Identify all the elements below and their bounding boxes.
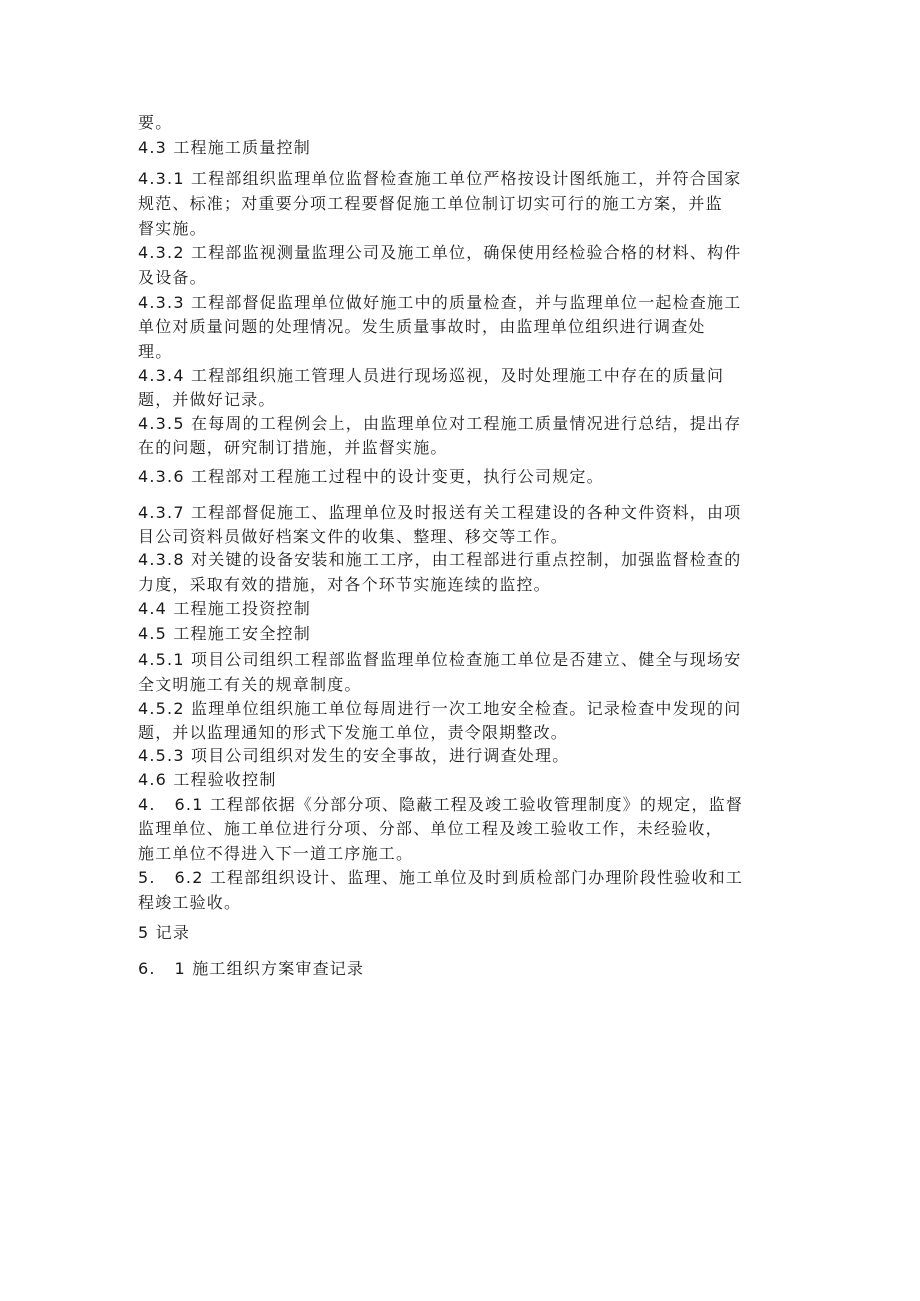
section-heading: 4.6 工程验收控制 — [138, 770, 277, 789]
text-line: 在的问题，研究制订措施，并监督实施。 — [138, 438, 448, 457]
text-line: 力度，采取有效的措施，对各个环节实施连续的监控。 — [138, 575, 551, 594]
section-heading: 4.3 工程施工质量控制 — [138, 138, 311, 157]
text-line: 4.5.2 监理单位组织施工单位每周进行一次工地安全检查。记录检查中发现的问 — [138, 699, 742, 718]
text-line: 4. 6.1 工程部依据《分部分项、隐蔽工程及竣工验收管理制度》的规定，监督 — [138, 795, 744, 814]
text-line: 要。 — [138, 113, 173, 132]
text-line: 4.5.3 项目公司组织对发生的安全事故，进行调查处理。 — [138, 746, 570, 765]
section-heading: 4.5 工程施工安全控制 — [138, 624, 311, 643]
text-line: 题，并以监理通知的形式下发施工单位，责令限期整改。 — [138, 723, 569, 742]
text-line: 4.3.2 工程部监视测量监理公司及施工单位，确保使用经检验合格的材料、构件 — [138, 243, 742, 262]
text-line: 4.3.3 工程部督促监理单位做好施工中的质量检查，并与监理单位一起检查施工 — [138, 293, 742, 312]
text-line: 4.3.1 工程部组织监理单位监督检查施工单位严格按设计图纸施工，并符合国家 — [138, 169, 742, 188]
text-line: 4.5.1 项目公司组织工程部监督监理单位检查施工单位是否建立、健全与现场安 — [138, 650, 742, 669]
text-line: 理。 — [138, 342, 173, 361]
text-line: 4.3.8 对关键的设备安装和施工工序，由工程部进行重点控制，加强监督检查的 — [138, 550, 742, 569]
text-line: 4.3.7 工程部督促施工、监理单位及时报送有关工程建设的各种文件资料，由项 — [138, 503, 742, 522]
text-line: 目公司资料员做好档案文件的收集、整理、移交等工作。 — [138, 527, 569, 546]
text-line: 4.3.4 工程部组织施工管理人员进行现场巡视，及时处理施工中存在的质量问 — [138, 366, 725, 385]
text-line: 4.3.6 工程部对工程施工过程中的设计变更，执行公司规定。 — [138, 467, 604, 486]
text-line: 监理单位、施工单位进行分项、分部、单位工程及竣工验收工作，未经验收， — [138, 819, 723, 838]
text-line: 督实施。 — [138, 219, 207, 238]
text-line: 程竣工验收。 — [138, 893, 242, 912]
section-heading: 5 记录 — [138, 923, 191, 942]
text-line: 单位对质量问题的处理情况。发生质量事故时，由监理单位组织进行调查处 — [138, 317, 706, 336]
text-line: 施工单位不得进入下一道工序施工。 — [138, 844, 414, 863]
section-heading: 4.4 工程施工投资控制 — [138, 599, 311, 618]
text-line: 6. 1 施工组织方案审查记录 — [138, 959, 365, 978]
text-line: 规范、标准；对重要分项工程要督促施工单位制订切实可行的施工方案，并监 — [138, 194, 723, 213]
text-line: 4.3.5 在每周的工程例会上，由监理单位对工程施工质量情况进行总结，提出存 — [138, 414, 742, 433]
text-line: 题，并做好记录。 — [138, 390, 276, 409]
text-line: 及设备。 — [138, 268, 207, 287]
text-line: 5. 6.2 工程部组织设计、监理、施工单位及时到质检部门办理阶段性验收和工 — [138, 868, 744, 887]
text-line: 全文明施工有关的规章制度。 — [138, 675, 362, 694]
